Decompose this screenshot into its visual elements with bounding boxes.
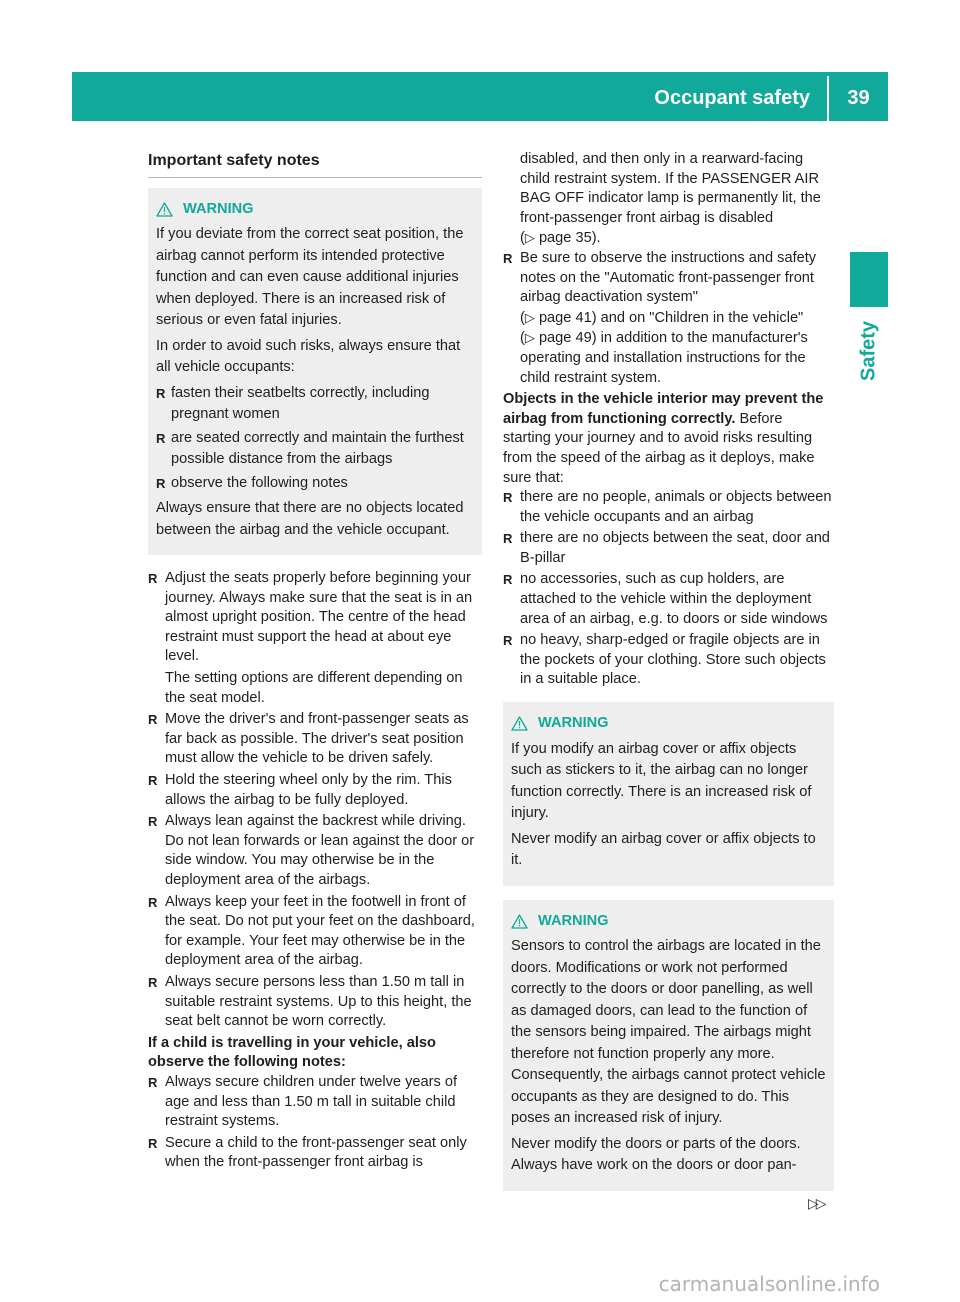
warning-triangle-icon: [511, 914, 528, 929]
side-section-label: [849, 316, 889, 386]
warning-box: [503, 702, 834, 886]
list-item: R there are no objects between the seat, door and B-pillar: [503, 529, 834, 568]
page-reference-link[interactable]: page 41) and on "Children in the vehicle": [538, 309, 804, 326]
warning-text: Never modify an airbag cover or affix objects to it.: [511, 830, 816, 869]
warning-header: [511, 911, 828, 933]
list-item: R no heavy, sharp-edged or fragile objects are in the pockets of your clothing. Store such objects in a suitable place.: [503, 631, 834, 690]
warning-text: In order to avoid such risks, always ensure that all vehicle occupants:: [156, 337, 461, 376]
page-reference-arrow-icon: ▷: [524, 330, 535, 346]
warning-text: Always ensure that there are no objects located between the airbag and the vehicle occupant.: [156, 500, 464, 538]
list-item-text: Adjust the seats properly before beginning your journey. Always make sure that the seat is in an almost upright position. The centre of the head restraint must support the head at about eye level.: [165, 570, 473, 665]
list-item: R there are no people, animals or objects between the vehicle occupants and an airbag: [503, 488, 834, 527]
page-number: 39: [847, 87, 870, 109]
warning-text: Sensors to control the airbags are located in the doors. Modifications or work not performed correctly to the doors or door panelling, as well as damaged doors, can lead to the function of the sensors being impaired. The airbags might therefore not function properly any more. Consequently, the airbags cannot protect vehicle occupants as they are designed to do. This poses an increased risk of injury.: [511, 938, 826, 1127]
header-title: Occupant safety: [654, 87, 810, 109]
list-item-text: Be sure to observe the instructions and safety notes on the "Automatic front-passenger front airbag deactivation system": [520, 249, 817, 306]
page-reference-link[interactable]: page 49) in addition to the manufacturer's operating and installation instructions for the child restraint system.: [520, 330, 808, 386]
warning-list-item: R fasten their seatbelts correctly, including pregnant women: [156, 383, 476, 426]
page-reference-arrow-icon: ▷: [524, 309, 535, 325]
right-list: [503, 249, 834, 388]
header-bar: [72, 72, 888, 121]
warning-label: WARNING: [538, 715, 609, 732]
child-list: [148, 1073, 482, 1173]
list-item: R Always lean against the backrest while driving. Do not lean forwards or lean against the door or side window. You may otherwise be in the deployment area of the airbags.: [148, 812, 482, 890]
warning-label: WARNING: [183, 200, 254, 217]
list-item: R Secure a child to the front-passenger seat only when the front-passenger front airbag is: [148, 1134, 482, 1173]
list-item: R Be sure to observe the instructions and safety notes on the "Automatic front-passenger front airbag deactivation system" (▷ page 41) and on "Children in the vehicle" (▷ page 49) in addition to the manufacturer's operating and installation instructions for the child restraint system.: [503, 249, 834, 388]
warning-header: [511, 713, 828, 735]
warning-text: Never modify the doors or parts of the doors. Always have work on the doors or door pan-: [511, 1135, 801, 1174]
page-reference-link[interactable]: page 35).: [538, 230, 601, 247]
objects-text: Before starting your journey and to avoid risks resulting from the speed of the airbag as it deploys, make sure that:: [503, 410, 815, 486]
child-heading: If a child is travelling in your vehicle, also observe the following notes:: [148, 1034, 436, 1071]
warning-text: If you deviate from the correct seat position, the airbag cannot perform its intended protective function and can even cause additional injuries when deployed. There is an increased risk of serious or even fatal injuries.: [156, 226, 464, 329]
continued-text: disabled, and then only in a rearward-facing child restraint system. If the PASSENGER AIR BAG OFF indicator lamp is permanently lit, the front-passenger front airbag is disabled (▷ page 35).: [520, 151, 821, 247]
list-item: R Always secure children under twelve years of age and less than 1.50 m tall in suitable child restraint systems.: [148, 1073, 482, 1132]
watermark: carmanualsonline.info: [658, 1272, 880, 1296]
warning-list-item: R are seated correctly and maintain the furthest possible distance from the airbags: [156, 428, 476, 471]
warning-list: [156, 383, 476, 495]
list-item: R Always secure persons less than 1.50 m tall in suitable restraint systems. Up to this height, the seat belt cannot be worn correctly.: [148, 973, 482, 1032]
warning-label: WARNING: [538, 912, 609, 929]
right-column: [503, 150, 834, 1205]
side-section-text: Safety: [857, 320, 880, 382]
objects-paragraph: [503, 390, 834, 488]
objects-heading: Objects in the vehicle interior may prevent the airbag from functioning correctly.: [503, 391, 824, 427]
objects-list: [503, 488, 834, 690]
warning-list-item: R observe the following notes: [156, 473, 476, 495]
next-page-arrows-icon: ▷▷: [808, 1195, 824, 1211]
warning-triangle-icon: [156, 202, 173, 217]
section-title: Important safety notes: [148, 151, 482, 178]
warning-text: If you modify an airbag cover or affix objects such as stickers to it, the airbag can no longer function correctly. There is an increased risk of injury.: [511, 740, 812, 822]
side-tab: [850, 252, 888, 307]
warning-box: [148, 188, 482, 556]
warning-box: [503, 900, 834, 1191]
list-item: R no accessories, such as cup holders, are attached to the vehicle within the deployment area of an airbag, e.g. to doors or side windows: [503, 570, 834, 629]
warning-header: [156, 199, 476, 221]
list-item-subtext: The setting options are different depending on the seat model.: [165, 670, 463, 706]
safety-list: [148, 569, 482, 1032]
warning-triangle-icon: [511, 716, 528, 731]
page-reference-arrow-icon: ▷: [524, 230, 535, 246]
left-column: [148, 150, 482, 1175]
continued-text-body: disabled, and then only in a rearward-facing child restraint system. If the PASSENGER AIR BAG OFF indicator lamp is permanently lit, the front-passenger front airbag is disabled: [520, 151, 821, 226]
list-item: [148, 569, 482, 708]
list-item: R Move the driver's and front-passenger seats as far back as possible. The driver's seat position must allow the vehicle to be driven safely.: [148, 710, 482, 769]
list-item: R Hold the steering wheel only by the rim. This allows the airbag to be fully deployed.: [148, 771, 482, 810]
list-item: R Always keep your feet in the footwell in front of the seat. Do not put your feet on the dashboard, for example. Your feet may otherwise be in the deployment area of the airbag.: [148, 893, 482, 971]
